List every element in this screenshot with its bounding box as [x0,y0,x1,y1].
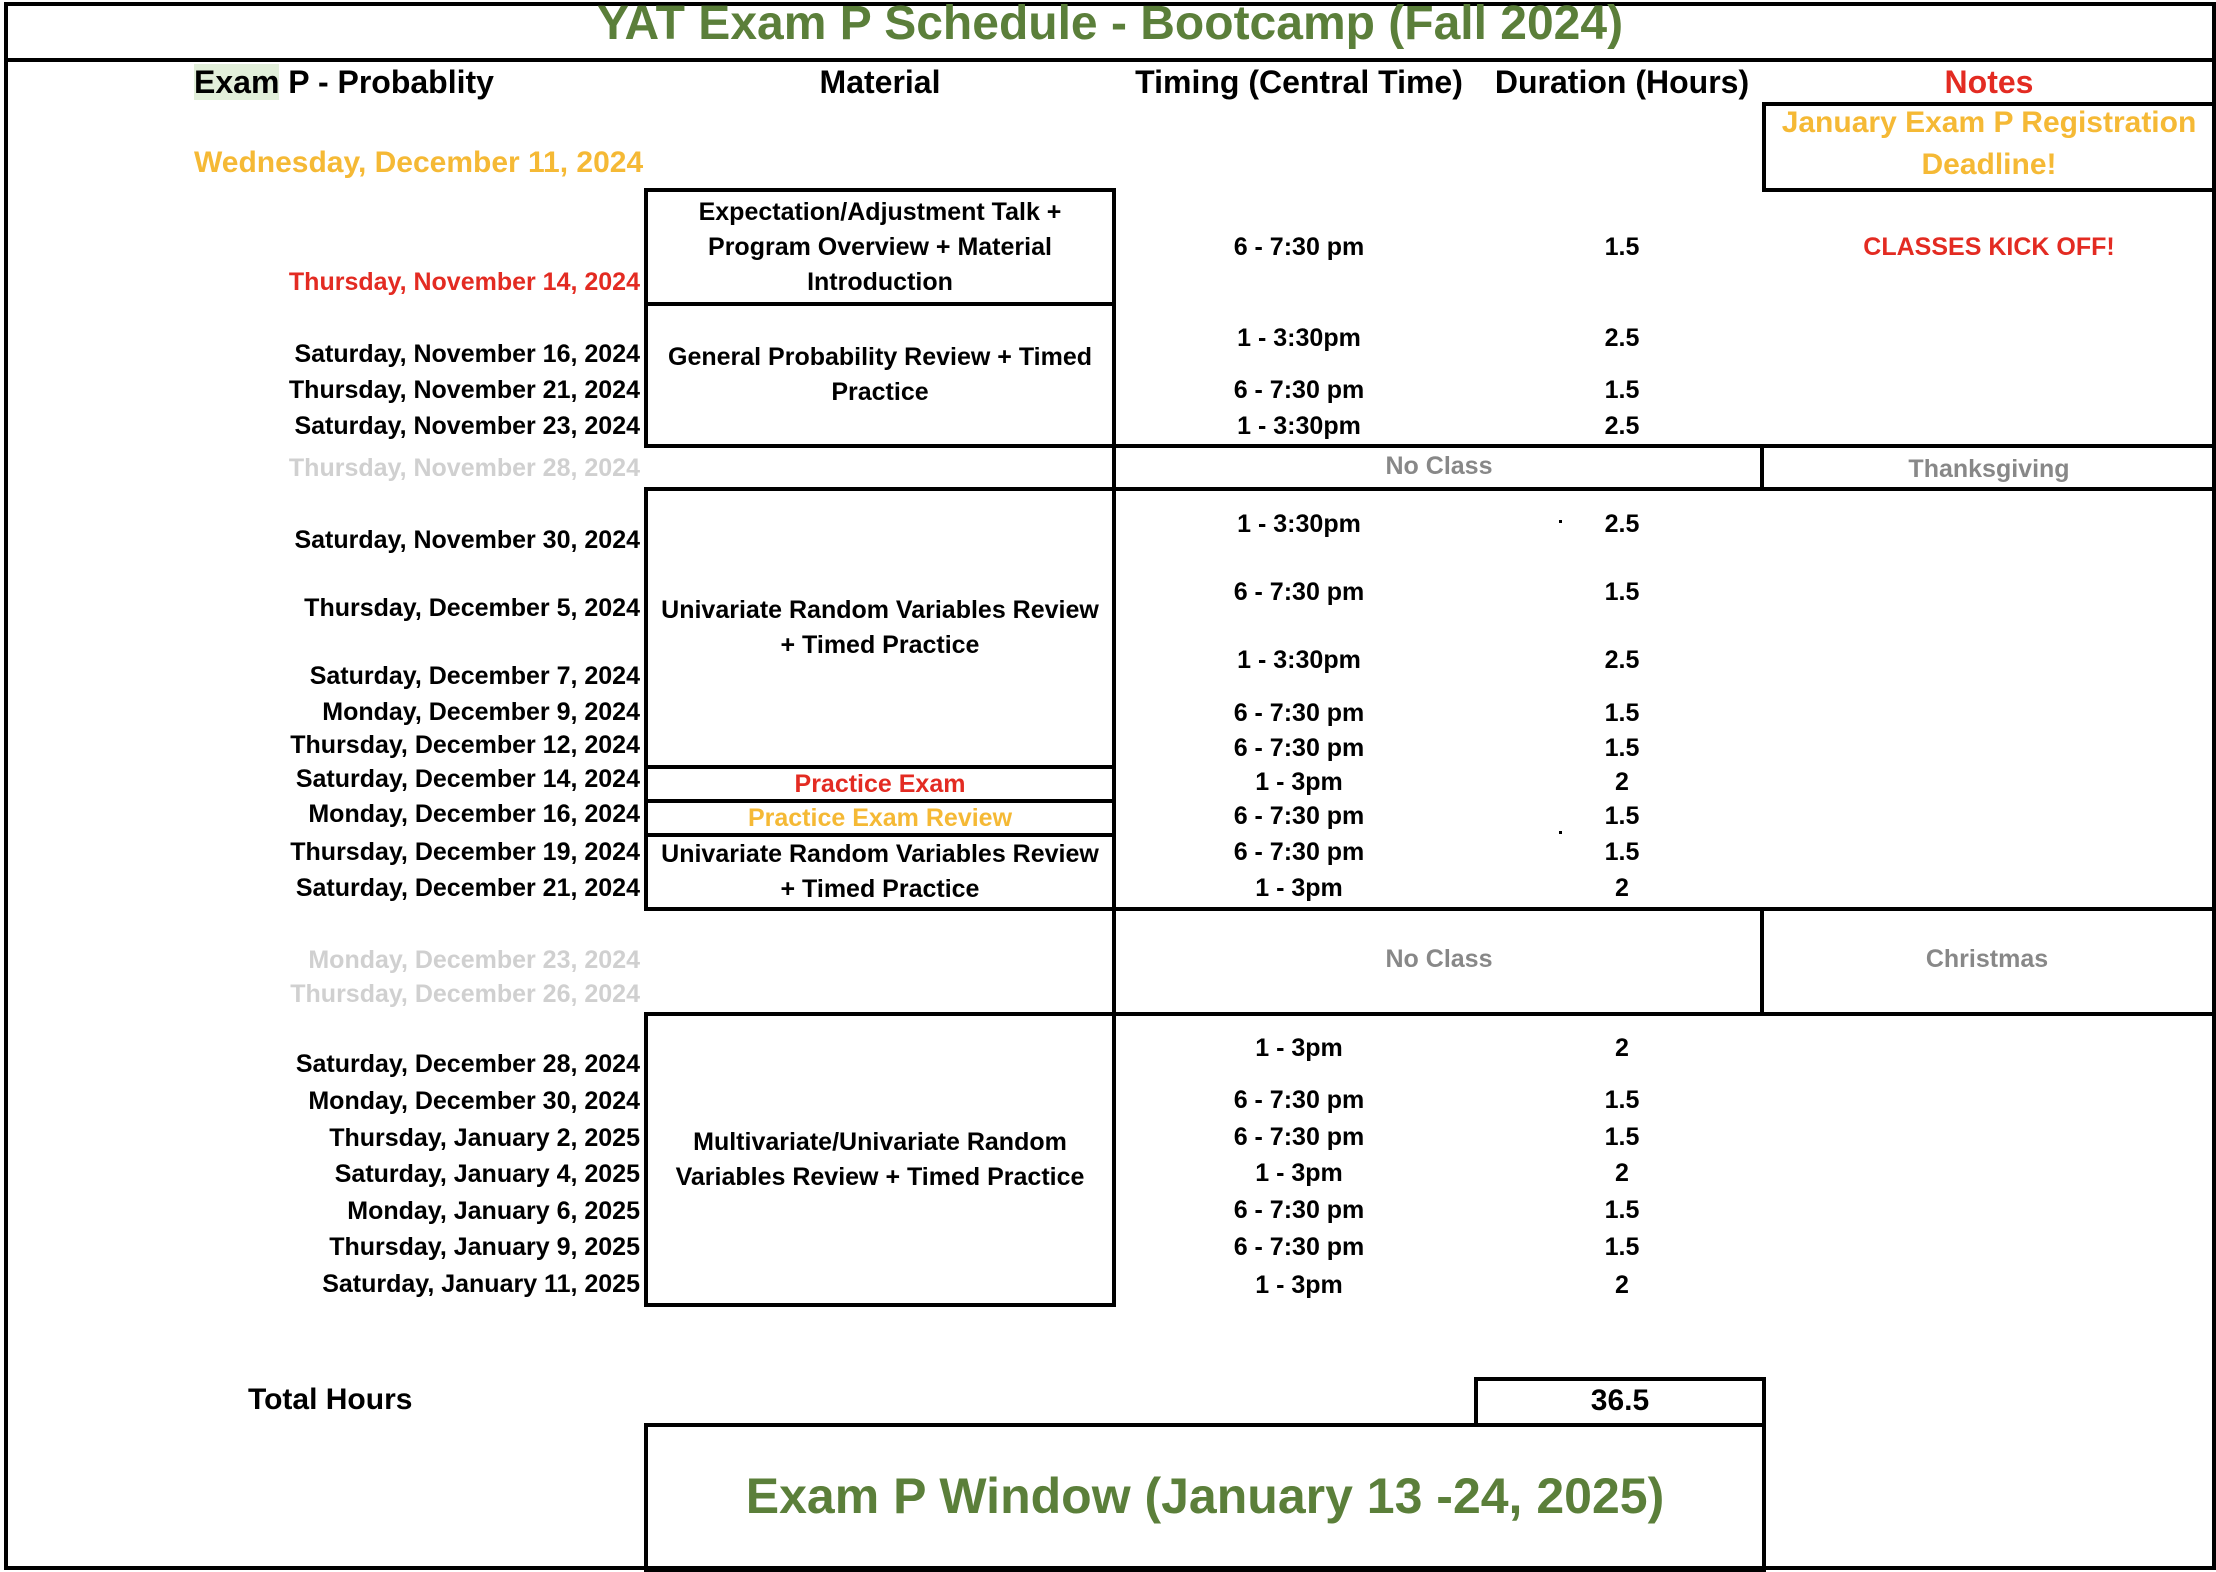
material-practice-exam: Practice Exam [794,769,966,798]
date-row: Saturday, January 4, 2025 [334,1160,640,1188]
date-row: Monday, January 6, 2025 [347,1197,640,1225]
header-timing: Timing (Central Time) [1135,64,1463,100]
date-row: Saturday, December 21, 2024 [295,874,640,902]
duration-cell: 2.5 [1604,510,1640,538]
date-row: Saturday, November 23, 2024 [294,412,640,440]
duration-cell: 1.5 [1604,734,1640,762]
date-row: Saturday, November 30, 2024 [294,526,640,554]
material-practice-review: Practice Exam Review [747,803,1013,832]
time-cell: 6 - 7:30 pm [1233,1233,1365,1261]
deadline-note: January Exam P Registration Deadline! [1781,106,2197,181]
time-cell: 6 - 7:30 pm [1233,1123,1365,1151]
date-row: Monday, December 30, 2024 [308,1087,640,1115]
rule-christmas-top [1112,907,2216,911]
note-kickoff: CLASSES KICK OFF! [1863,233,2115,261]
date-row: Thursday, December 19, 2024 [290,838,640,866]
duration-cell: 1.5 [1604,1196,1640,1224]
date-row: Saturday, January 11, 2025 [322,1270,640,1298]
date-row: Monday, December 16, 2024 [308,800,640,828]
date-row: Saturday, December 14, 2024 [295,765,640,793]
time-cell: 1 - 3pm [1255,1159,1343,1187]
rule-thanksgiving-bottom [1112,487,2216,491]
header-exam [194,62,494,102]
date-row: Monday, December 23, 2024 [308,946,640,974]
stray-dot [1559,520,1562,523]
time-cell: 1 - 3:30pm [1237,324,1361,352]
duration-cell: 2.5 [1604,412,1640,440]
deadline-date: Wednesday, December 11, 2024 [194,146,644,179]
duration-cell: 2 [1615,1034,1629,1062]
duration-cell: 2.5 [1604,646,1640,674]
time-cell: 6 - 7:30 pm [1233,699,1365,727]
duration-cell: 1.5 [1604,233,1640,261]
date-row: Thursday, January 9, 2025 [329,1233,640,1261]
no-class-thanksgiving: No Class [1385,452,1493,480]
date-row: Thursday, November 14, 2024 [288,268,640,296]
header-duration: Duration (Hours) [1494,64,1750,100]
time-cell: 6 - 7:30 pm [1233,1196,1365,1224]
exam-window-text: Exam P Window (January 13 -24, 2025) [745,1468,1665,1524]
duration-cell: 1.5 [1604,578,1640,606]
time-cell: 6 - 7:30 pm [1233,838,1365,866]
date-row: Saturday, December 7, 2024 [309,662,640,690]
duration-cell: 2 [1615,1159,1629,1187]
duration-cell: 1.5 [1604,376,1640,404]
time-cell: 6 - 7:30 pm [1233,578,1365,606]
time-cell: 1 - 3pm [1255,1034,1343,1062]
date-row: Thursday, December 5, 2024 [304,594,640,622]
date-row: Monday, December 9, 2024 [322,698,640,726]
duration-cell: 1.5 [1604,1123,1640,1151]
time-cell: 1 - 3:30pm [1237,646,1361,674]
time-cell: 6 - 7:30 pm [1233,734,1365,762]
duration-cell: 2 [1615,768,1629,796]
header-exam-rest: P - Probablity [279,64,494,100]
date-row: Thursday, December 26, 2024 [290,980,640,1008]
duration-cell: 1.5 [1604,802,1640,830]
stray-dot [1559,831,1562,834]
time-cell: 1 - 3pm [1255,1271,1343,1299]
page-title: YAT Exam P Schedule - Bootcamp (Fall 2024) [596,0,1624,50]
time-cell: 1 - 3pm [1255,768,1343,796]
date-row: Thursday, November 28, 2024 [288,454,640,482]
date-row: Saturday, December 28, 2024 [295,1050,640,1078]
date-row: Saturday, November 16, 2024 [294,340,640,368]
note-thanksgiving: Thanksgiving [1908,455,2070,483]
time-cell: 6 - 7:30 pm [1233,376,1365,404]
time-cell: 6 - 7:30 pm [1233,1086,1365,1114]
time-cell: 6 - 7:30 pm [1233,233,1365,261]
duration-cell: 1.5 [1604,1233,1640,1261]
duration-cell: 1.5 [1604,699,1640,727]
time-cell: 6 - 7:30 pm [1233,802,1365,830]
header-notes: Notes [1944,64,2034,100]
date-row: Thursday, December 12, 2024 [290,731,640,759]
material-univariate-2: Univariate Random Variables Review + Timed Practice [661,840,1099,903]
material-multivariate: Multivariate/Univariate Random Variables Review + Timed Practice [675,1127,1085,1191]
header-exam-highlight: Exam [194,64,280,100]
time-cell: 1 - 3:30pm [1237,412,1361,440]
total-hours-value: 36.5 [1590,1384,1650,1417]
duration-cell: 2 [1615,874,1629,902]
time-cell: 1 - 3:30pm [1237,510,1361,538]
date-row: Thursday, January 2, 2025 [329,1124,640,1152]
rule-thanksgiving-top [1112,444,2216,448]
material-general: General Probability Review + Timed Practice [668,343,1092,406]
total-hours-label: Total Hours [248,1383,413,1416]
time-cell: 1 - 3pm [1255,874,1343,902]
material-univariate-1: Univariate Random Variables Review + Timed Practice [661,596,1099,659]
duration-cell: 1.5 [1604,838,1640,866]
header-material: Material [819,64,941,100]
duration-cell: 2 [1615,1271,1629,1299]
note-christmas: Christmas [1925,945,2049,973]
rule-christmas-bottom [1112,1012,2216,1016]
material-intro: Expectation/Adjustment Talk + Program Overview + Material Introduction [698,197,1062,296]
date-row: Thursday, November 21, 2024 [288,376,640,404]
no-class-christmas: No Class [1385,945,1493,973]
duration-cell: 1.5 [1604,1086,1640,1114]
duration-cell: 2.5 [1604,324,1640,352]
